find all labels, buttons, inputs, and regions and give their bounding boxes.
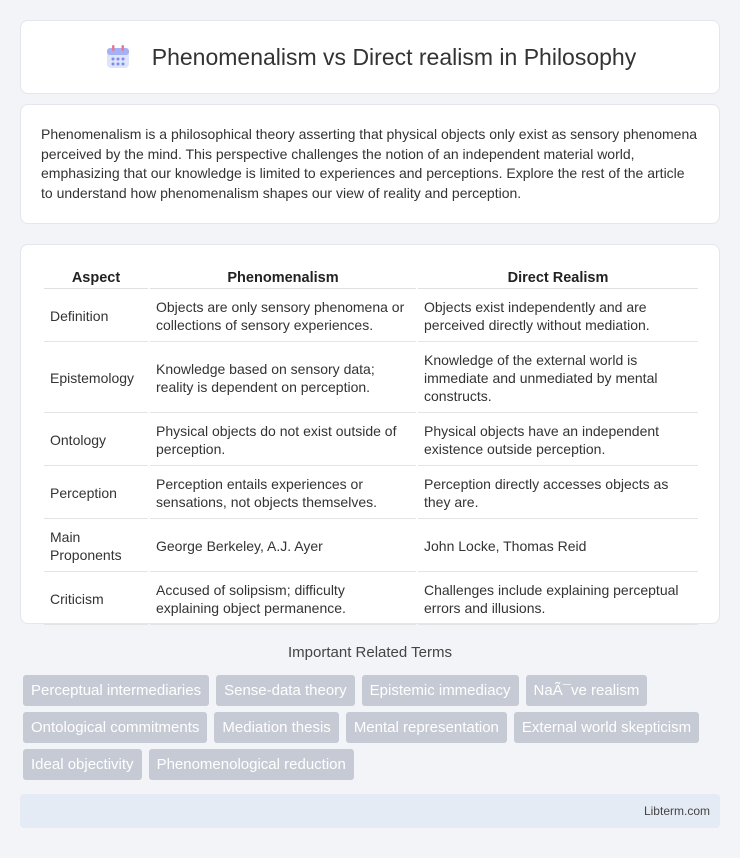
related-term-tag[interactable]: Mediation thesis [214, 712, 338, 743]
footer [20, 794, 720, 828]
direct-realism-cell: Perception directly accesses objects as they are. [418, 468, 698, 519]
phenomenalism-cell: Objects are only sensory phenomena or collections of sensory experiences. [150, 291, 416, 342]
aspect-cell: Main Proponents [44, 521, 148, 572]
related-term-tag[interactable]: Epistemic immediacy [362, 675, 519, 706]
table-row [44, 574, 698, 625]
table-header-row [44, 267, 698, 289]
calendar-icon [104, 43, 132, 71]
related-term-tag[interactable]: External world skepticism [514, 712, 699, 743]
column-header-phenomenalism: Phenomenalism [150, 267, 416, 289]
direct-realism-cell: Challenges include explaining perceptual errors and illusions. [418, 574, 698, 625]
title-card [20, 20, 720, 94]
related-term-tag[interactable]: Mental representation [346, 712, 507, 743]
phenomenalism-cell: Accused of solipsism; difficulty explaining object permanence. [150, 574, 416, 625]
related-term-tag[interactable]: NaÃ¯ve realism [526, 675, 648, 706]
aspect-cell: Perception [44, 468, 148, 519]
page-title: Phenomenalism vs Direct realism in Philosophy [151, 43, 637, 70]
column-header-direct-realism: Direct Realism [418, 267, 698, 289]
phenomenalism-cell: George Berkeley, A.J. Ayer [150, 521, 416, 572]
comparison-card [20, 244, 720, 624]
related-terms-heading: Important Related Terms [288, 644, 452, 661]
phenomenalism-cell: Knowledge based on sensory data; reality is dependent on perception. [150, 344, 416, 413]
direct-realism-cell: Objects exist independently and are perceived directly without mediation. [418, 291, 698, 342]
aspect-cell: Epistemology [44, 344, 148, 413]
table-row [44, 415, 698, 466]
aspect-cell: Ontology [44, 415, 148, 466]
related-terms-list [23, 675, 723, 786]
footer-brand-link[interactable]: Libterm.com [643, 804, 710, 818]
column-header-aspect: Aspect [44, 267, 148, 289]
aspect-cell: Definition [44, 291, 148, 342]
table-row [44, 291, 698, 342]
related-term-tag[interactable]: Sense-data theory [216, 675, 355, 706]
related-term-tag[interactable]: Ontological commitments [23, 712, 207, 743]
direct-realism-cell: Physical objects have an independent existence outside perception. [418, 415, 698, 466]
related-term-tag[interactable]: Ideal objectivity [23, 749, 142, 780]
phenomenalism-cell: Perception entails experiences or sensations, not objects themselves. [150, 468, 416, 519]
phenomenalism-cell: Physical objects do not exist outside of perception. [150, 415, 416, 466]
table-row [44, 344, 698, 413]
related-term-tag[interactable]: Perceptual intermediaries [23, 675, 209, 706]
table-row [44, 521, 698, 572]
intro-text: Phenomenalism is a philosophical theory asserting that physical objects only exist as sensory phenomena perceived by the mind. This perspective challenges the notion of an independent material world, emphasizing that our knowledge is limited to experiences and perceptions. Explore the rest of the article to understand how phenomenalism shapes our view of reality and perception. [41, 126, 698, 201]
table-row [44, 468, 698, 519]
related-term-tag[interactable]: Phenomenological reduction [149, 749, 354, 780]
comparison-table [42, 265, 700, 627]
aspect-cell: Criticism [44, 574, 148, 625]
direct-realism-cell: John Locke, Thomas Reid [418, 521, 698, 572]
intro-card [20, 104, 720, 224]
direct-realism-cell: Knowledge of the external world is immediate and unmediated by mental constructs. [418, 344, 698, 413]
